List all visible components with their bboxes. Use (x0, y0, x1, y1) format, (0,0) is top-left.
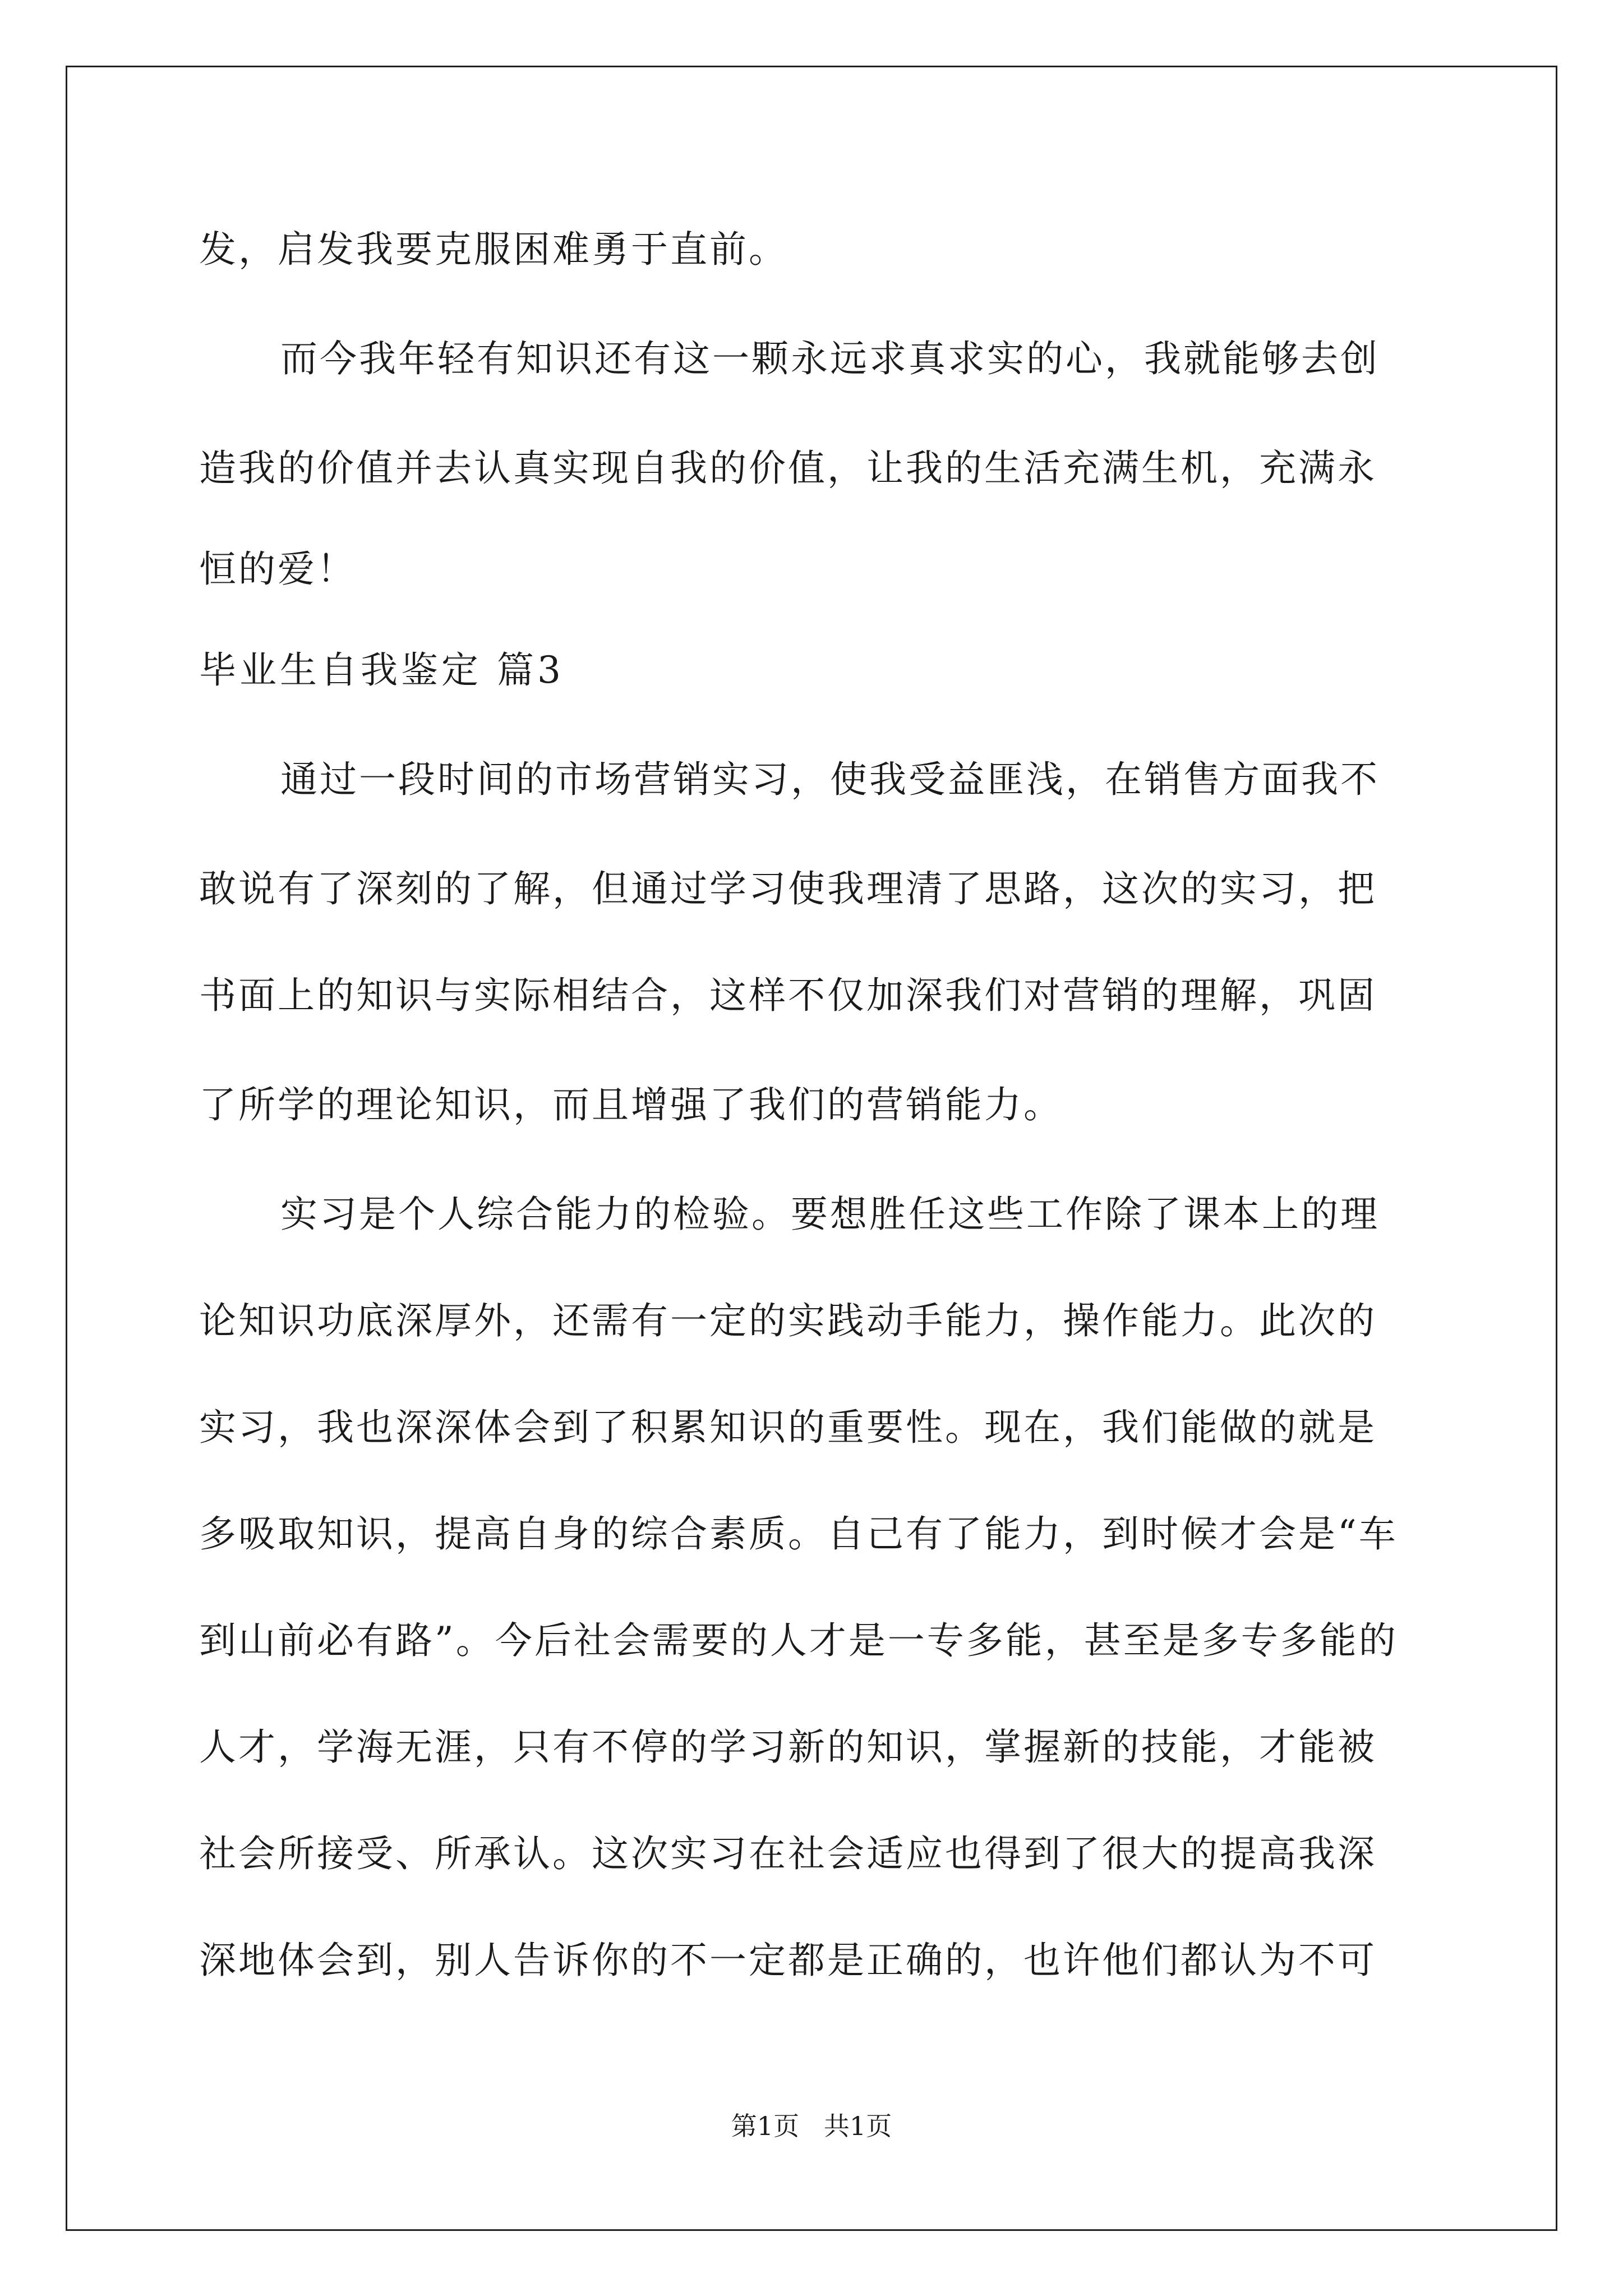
paragraph-line: 发，启发我要克服困难勇于直前。 (199, 228, 788, 271)
page-number-footer: 第1页 共1页 (731, 2111, 892, 2141)
paragraph-line: 实习是个人综合能力的检验。要想胜任这些工作除了课本上的理 (280, 1193, 1380, 1236)
paragraph-line: 实习，我也深深体会到了积累知识的重要性。现在，我们能做的就是 (199, 1406, 1377, 1449)
paragraph-line: 到山前必有路”。今后社会需要的人才是一专多能，甚至是多专多能的 (199, 1619, 1398, 1662)
paragraph-line: 人才，学海无涯，只有不停的学习新的知识，掌握新的技能，才能被 (199, 1726, 1377, 1769)
paragraph-line: 通过一段时间的市场营销实习，使我受益匪浅，在销售方面我不 (280, 758, 1380, 801)
paragraph-line: 而今我年轻有知识还有这一颗永远求真求实的心，我就能够去创 (280, 337, 1380, 380)
paragraph-line: 社会所接受、所承认。这次实习在社会适应也得到了很大的提高我深 (199, 1832, 1377, 1875)
paragraph-line: 多吸取知识，提高自身的综合素质。自己有了能力，到时候才会是“车 (199, 1512, 1398, 1556)
paragraph-line: 恒的爱！ (199, 547, 356, 591)
paragraph-line: 深地体会到，别人告诉你的不一定都是正确的，也许他们都认为不可 (199, 1939, 1377, 1982)
paragraph-line: 敢说有了深刻的了解，但通过学习使我理清了思路，这次的实习，把 (199, 867, 1377, 910)
page-border (66, 66, 1557, 2231)
paragraph-line: 了所学的理论知识，而且增强了我们的营销能力。 (199, 1083, 1063, 1126)
paragraph-line: 论知识功底深厚外，还需有一定的实践动手能力，操作能力。此次的 (199, 1299, 1377, 1342)
paragraph-line: 造我的价值并去认真实现自我的价值，让我的生活充满生机，充满永 (199, 447, 1377, 490)
paragraph-line: 书面上的知识与实际相结合，这样不仅加深我们对营销的理解，巩固 (199, 974, 1377, 1017)
section-heading: 毕业生自我鉴定 篇3 (199, 648, 564, 692)
